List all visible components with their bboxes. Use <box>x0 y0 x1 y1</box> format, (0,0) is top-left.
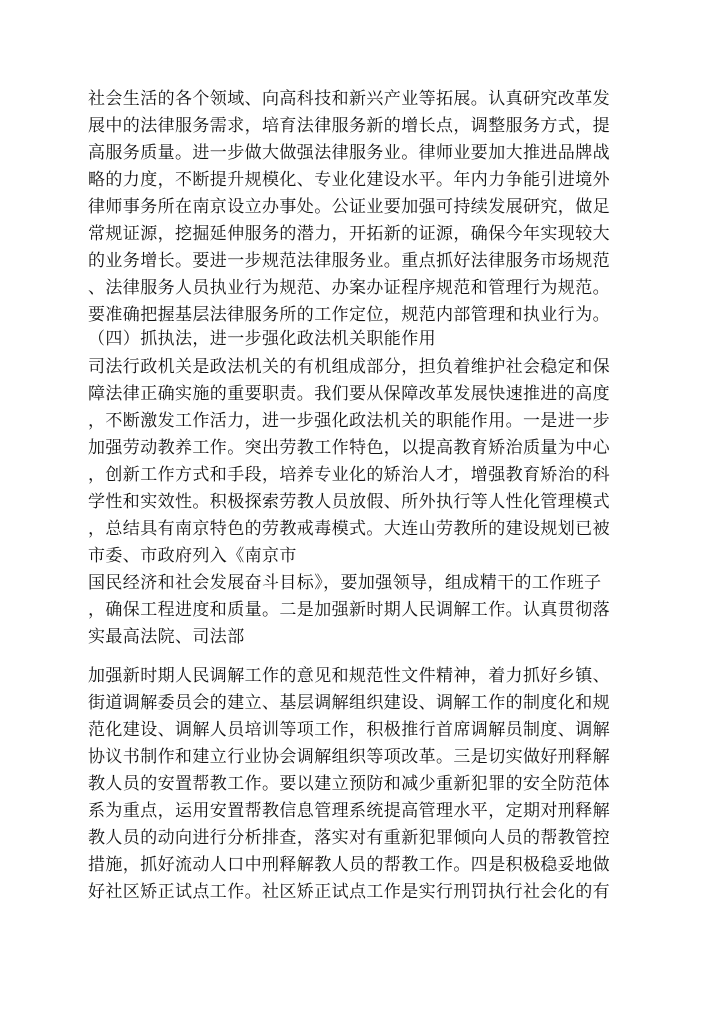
text-line: 律师事务所在南京设立办事处。公证业要加强可持续发展研究，做足 <box>88 197 610 217</box>
text-line: 国民经济和社会发展奋斗目标》，要加强领导，组成精干的工作班子 <box>88 573 602 593</box>
text-line: 好社区矫正试点工作。社区矫正试点工作是实行刑罚执行社会化的有 <box>88 882 610 902</box>
text-line: 范化建设、调解人员培训等项工作，积极推行首席调解员制度、调解 <box>88 720 610 740</box>
text-line: 略的力度，不断提升规模化、专业化建设水平。年内力争能引进境外 <box>88 170 610 190</box>
text-line: 加强劳动教养工作。突出劳教工作特色，以提高教育矫治质量为中心 <box>88 438 610 458</box>
text-line: 加强新时期人民调解工作的意见和规范性文件精神，着力抓好乡镇、 <box>88 666 610 686</box>
text-line: 常规证源，挖掘延伸服务的潜力，开拓新的证源，确保今年实现较大 <box>88 224 610 244</box>
text-line: 的业务增长。要进一步规范法律服务业。重点抓好法律服务市场规范 <box>88 251 610 271</box>
text-line: 措施，抓好流动人口中刑释解教人员的帮教工作。四是积极稳妥地做 <box>88 855 610 875</box>
text-line: 街道调解委员会的建立、基层调解组织建设、调解工作的制度化和规 <box>88 693 610 713</box>
text-line: 高服务质量。进一步做大做强法律服务业。律师业要加大推进品牌战 <box>88 143 610 163</box>
text-line: 、法律服务人员执业行为规范、办案办证程序规范和管理行为规范。 <box>88 278 610 298</box>
text-line: 教人员的安置帮教工作。要以建立预防和减少重新犯罪的安全防范体 <box>88 774 610 794</box>
text-line: 司法行政机关是政法机关的有机组成部分，担负着维护社会稳定和保 <box>88 357 610 377</box>
section-heading: （四）抓执法，进一步强化政法机关职能作用 <box>88 329 436 349</box>
text-line: 学性和实效性。积极探索劳教人员放假、所外执行等人性化管理模式 <box>88 492 610 512</box>
text-line: 协议书制作和建立行业协会调解组织等项改革。三是切实做好刑释解 <box>88 747 610 767</box>
text-line: 市委、市政府列入《南京市 <box>88 546 297 566</box>
text-line: 展中的法律服务需求，培育法律服务新的增长点，调整服务方式，提 <box>88 116 610 136</box>
text-line: 系为重点，运用安置帮教信息管理系统提高管理水平，定期对刑释解 <box>88 801 610 821</box>
text-line: ，创新工作方式和手段，培养专业化的矫治人才，增强教育矫治的科 <box>88 465 610 485</box>
text-line: ，不断激发工作活力，进一步强化政法机关的职能作用。一是进一步 <box>88 411 610 431</box>
text-line: ，总结具有南京特色的劳教戒毒模式。大连山劳教所的建设规划已被 <box>88 519 610 539</box>
text-line: ，确保工程进度和质量。二是加强新时期人民调解工作。认真贯彻落 <box>88 600 610 620</box>
text-line: 教人员的动向进行分析排查，落实对有重新犯罪倾向人员的帮教管控 <box>88 828 610 848</box>
text-line: 障法律正确实施的重要职责。我们要从保障改革发展快速推进的高度 <box>88 384 610 404</box>
text-line: 要准确把握基层法律服务所的工作定位，规范内部管理和执业行为。 <box>88 305 610 325</box>
text-line: 实最高法院、司法部 <box>88 627 245 647</box>
text-line: 社会生活的各个领域、向高科技和新兴产业等拓展。认真研究改革发 <box>88 89 610 109</box>
